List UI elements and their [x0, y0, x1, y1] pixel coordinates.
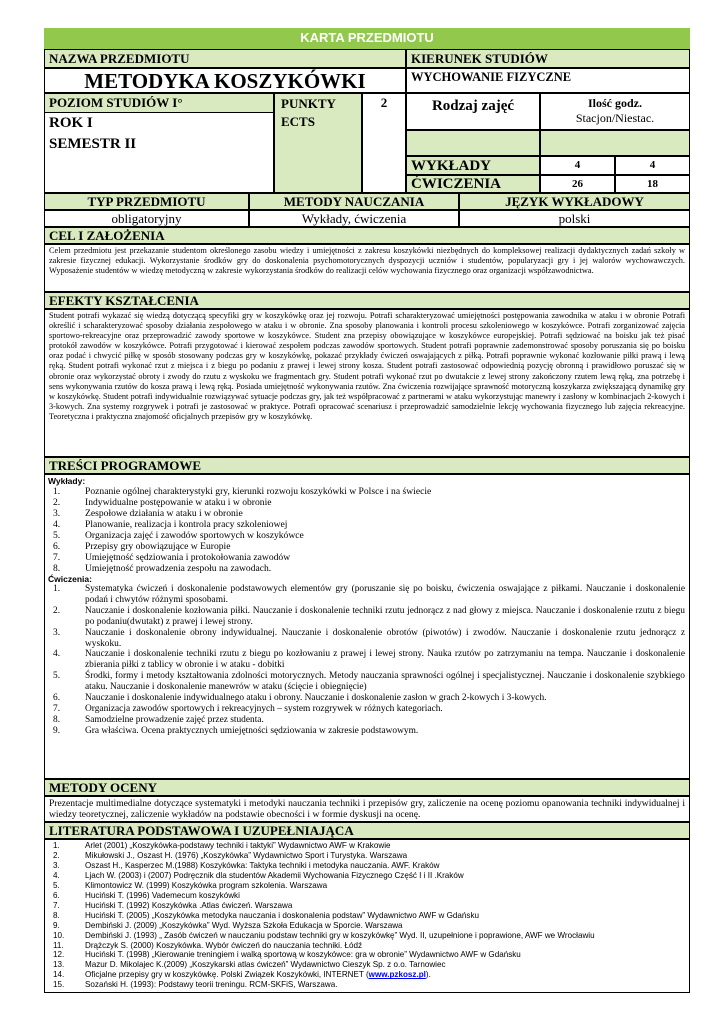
lectures-stac: 4	[540, 156, 615, 175]
list-item: 5. Środki, formy i metody kształtowania zdolności motorycznych. Metody nauczania sprawności ogólnej i specjalistycznej. Nauczanie i doskonalenie szybkiego ataku. Nauczanie i doskonalenie manewrów w ataku (ścięcie i obiegnięcie)	[53, 671, 685, 693]
empty-cell	[540, 130, 690, 156]
list-item: 14. Oficjalne przepisy gry w koszykówkę. Polski Związek Koszykówki, INTERNET (www.pzkosz.pl).	[53, 970, 431, 980]
field-of-study-value: WYCHOWANIE FIZYCZNE	[406, 68, 690, 93]
list-item: 3. Nauczanie i doskonalenie obrony indywidualnej. Nauczanie i doskonalenie obrotów (piwotów) i zwodów. Nauczanie i doskonalenie rzutu jednorącz z wyskoku.	[53, 627, 685, 649]
list-item: 7. Huciński T. (1992) Koszykówka .Atlas ćwiczeń. Warszawa	[53, 900, 293, 910]
subject-type-label: TYP PRZEDMIOTU	[44, 193, 249, 210]
subject-name-value: METODYKA KOSZYKÓWKI	[44, 68, 406, 93]
list-item: 5. Organizacja zajęć i zawodów sportowych w koszykówce	[53, 530, 304, 541]
list-item: 7. Umiejętność sędziowania i protokołowania zawodów	[53, 552, 291, 563]
list-item: 15. Sozański H. (1993): Podstawy teorii treningu. RCM-SKFiS, Warszawa.	[53, 980, 338, 990]
methods-value: Wykłady, ćwiczenia	[249, 210, 459, 227]
list-item: 3. Zespołowe działania w ataku i w obronie	[53, 508, 243, 519]
list-item: 2. Mikułowski J., Oszast H. (1976) „Koszykówka” Wydawnictwo Sport i Turystyka. Warszawa	[53, 850, 408, 860]
pzkosz-link[interactable]: www.pzkosz.pl	[368, 970, 426, 980]
exercises-list	[45, 584, 689, 737]
literature-list	[45, 841, 689, 990]
empty-cell	[406, 130, 540, 156]
list-item: 4. Planowanie, realizacja i kontrola pracy szkoleniowej	[53, 519, 288, 530]
program-content	[44, 474, 690, 779]
list-item: 8. Samodzielne prowadzenie zajęć przez studenta.	[53, 714, 264, 725]
subject-type-value: obligatoryjny	[44, 210, 249, 227]
list-item: 2. Indywidualne postępowanie w ataku i w obronie	[53, 497, 272, 508]
goals-title: CEL I ZAŁOŻENIA	[44, 227, 690, 244]
hours-header	[540, 93, 690, 130]
level-block	[44, 93, 274, 193]
list-item: 6. Huciński T. (1996) Vademecum koszykówki	[53, 890, 240, 900]
list-item: 6. Przepisy gry obowiązujące w Europie	[53, 541, 231, 552]
level-label: POZIOM STUDIÓW I°	[45, 94, 273, 113]
lectures-label: WYKŁADY	[406, 156, 540, 175]
literature-content	[44, 839, 690, 993]
list-item: 4. Nauczanie i doskonalenie techniki rzutu z biegu po kozłowaniu z prawej i lewej strony. Nauka rzutów po zatrzymaniu na tempa. Nauczanie i doskonalenie zbierania piłki z tablicy w obronie i w ataku - dobitki	[53, 649, 685, 671]
list-item: 4. Ljach W. (2003) i (2007) Podręcznik dla studentów Akademii Wychowania Fizycznego Część I i II .Kraków	[53, 870, 464, 880]
list-item: 11. Drążczyk S. (2000) Koszykówka. Wybór ćwiczeń do nauczania techniki. Łódź	[53, 940, 363, 950]
exercises-subheading: Ćwiczenia:	[48, 574, 92, 584]
ects-value: 2	[362, 93, 406, 193]
list-item: 12. Huciński T. (1998) „Kierowanie treningiem i walką sportową w koszykówce: gra w obronie” Wydawnictwo AWF w Gdańsku	[53, 950, 521, 960]
program-title: TREŚCI PROGRAMOWE	[44, 457, 690, 474]
list-item: 8. Umiejętność prowadzenia zespołu na zawodach.	[53, 563, 272, 574]
list-item: 1. Arlet (2001) „Koszykówka-podstawy techniki i taktyki” Wydawnictwo AWF w Krakowie	[53, 841, 391, 850]
list-item: 7. Organizacja zawodów sportowych i rekreacyjnych – system rozgrywek w różnych kategoriach.	[53, 703, 443, 714]
language-label: JĘZYK WYKŁADOWY	[459, 193, 690, 210]
field-of-study-label: KIERUNEK STUDIÓW	[406, 49, 690, 68]
goals-text: Celem przedmiotu jest przekazanie studentom określonego zasobu wiedzy i umiejętności z zakresu koszykówki niezbędnych do kompleksowej realizacji dydaktycznych zadań szkoły w zakresie fizycznej edukacji. Wykorzystanie środków gry do doskonalenia psychomotorycznych dyspozycji uczniów i studentów, popularyzacji gry i jej walorów wychowawczych. Wyposażenie studentów w wiedzę metodyczną w zakresie wykorzystania środków do realizacji celów wychowania fizycznego oraz organizacji współzawodnictwa.	[44, 244, 690, 292]
language-value: polski	[459, 210, 690, 227]
exercises-label: ĆWICZENIA	[406, 175, 540, 193]
methods-label: METODY NAUCZANIA	[249, 193, 459, 210]
list-item: 9. Dembiński J. (2009) „Koszykówka” Wyd. Wyższa Szkoła Edukacja w Sporcie. Warszawa	[53, 920, 403, 930]
card-title: KARTA PRZEDMIOTU	[44, 28, 690, 49]
list-item: 3. Oszast H., Kasperzec M.(1988) Koszykówka: Taktyka techniki i metodyka nauczania. AWF. Kraków	[53, 860, 440, 870]
list-item: 1. Systematyka ćwiczeń i doskonalenie podstawowych elementów gry (poruszanie się po boisku, ćwiczenia oswajające z piłkami. Nauczanie i doskonalenie podań i chwytów różnymi sposobami.	[53, 584, 685, 605]
hours-label: Ilość godz.	[588, 96, 642, 110]
assessment-title: METODY OCENY	[44, 779, 690, 796]
list-item: 5. Klimontowicz W. (1999) Koszykówka program szkolenia. Warszawa	[53, 880, 328, 890]
list-item: 6. Nauczanie i doskonalenie indywidualnego ataku i obrony. Nauczanie i doskonalenie zasłon w grach 2-kowych i 3-kowych.	[53, 693, 547, 704]
list-item: 9. Gra właściwa. Ocena praktycznych umiejętności sędziowania w zakresie podstawowym.	[53, 725, 419, 736]
year-label: ROK I	[49, 115, 93, 131]
list-item: 2. Nauczanie i doskonalenie kozłowania piłki. Nauczanie i doskonalenie techniki rzutu jednorącz z nad głowy z miejsca. Nauczanie i doskonalenie rzutu z biegu po podaniu(dwutakt) z prawej i lewej strony.	[53, 605, 685, 627]
list-item: 10. Dembiński J. (1993) „ Zasób ćwiczeń w nauczaniu podstaw techniki gry w koszykówkę” Wyd. II, uzupełnione i poprawione, AWF we Wrocławiu	[53, 930, 595, 940]
mode-label: Stacjon/Niestac.	[575, 111, 655, 125]
exercises-stac: 26	[540, 175, 615, 193]
list-item: 1. Poznanie ogólnej charakterystyki gry, kierunki rozwoju koszykówki w Polsce i na świecie	[53, 486, 432, 497]
list-item: 8. Huciński T. (2005) „Koszykówka metodyka nauczania i doskonalenia podstaw” Wydawnictwo AWF w Gdańsku	[53, 910, 479, 920]
semester-label: SEMESTR II	[49, 136, 137, 152]
assessment-text: Prezentacje multimedialne dotyczące systematyki i metodyki nauczania techniki i przepisów gry, zaliczenie na ocenę poziomu opanowania techniki indywidualnej i wiedzy teoretycznej, zaliczenie wykładów na podstawie obecności i w formie dyskusji na ocenę.	[44, 796, 690, 822]
outcomes-text: Student potrafi wykazać się wiedzą dotyczącą specyfiki gry w koszykówkę oraz jej rozwoju. Potrafi scharakteryzować umiejętności postępowania zawodnika w ataku i w obronie Potrafi określić i scharakteryzować sposoby działania zespołowego w ataku i w obronie. Zna sposoby planowania i kontroli procesu szkoleniowego w koszykówce. Potrafi zorganizować zajęcia sportowo-rekreacyjne oraz przeprowadzić zawody sportowe w koszykówce. Student zna przepisy obowiązujące w koszykówce europejskiej. Potrafi sędziować na boisku jak też pisać protokół zawodów w koszykówce. Potrafi przygotować i kierować zespołem podczas zawodów sportowych. Student potrafi poprawnie zademonstrować sposoby poruszania się po boisku oraz podać i chwycić piłkę w sposób stosowany podczas gry w koszykówkę, pokazać przykłady ćwiczeń oswajających z piłką. Potrafi poprawnie wykonać kozłowanie piłki prawą i lewą ręką. Student potrafi wykonać rzut z miejsca i z biegu po podaniu z prawej i lewej strony kosza. Student potrafi zastosować odpowiednią pozycję obronną i prawidłowo poruszać się w obronie oraz wykorzystać obroty i zwody do rzutu z wyskoku we fragmentach gry. Student potrafi wykonać rzut po dwutakcie z lewej strony zakończony rzutem lewą ręką, zna potrzebę i sens wykonywania rzutów do kosza prawą i lewą ręką. Posiada umiejętność wykonywania rzutów. Zna ćwiczenia rozwijające sprawność motoryczną koszykarza zwiększającą dynamikę gry w koszykówkę. Student potrafi indywidualnie rozwiązywać sytuacje podczas gry, jak też współpracować z partnerami w ataku wykorzystując manewry i zasłony w kombinacjach 2-kowych i 3-kowych. Zna systemy rozgrywek i potrafi je zastosować w praktyce. Potrafi opracować scenariusz i przeprowadzić samodzielnie lekcję wychowania fizycznego lub zajęcia rekreacyjne. Teoretyczna i praktyczna znajomość oficjalnych przepisów gry w koszykówkę.	[44, 309, 690, 457]
list-item: 13. Mazur D. Mikolajec K.(2009) „Koszykarski atlas ćwiczeń” Wydawnictwo Cieszyk Sp. z o.o. Tarnowiec	[53, 960, 446, 970]
literature-title: LITERATURA PODSTAWOWA I UZUPEŁNIAJĄCA	[44, 822, 690, 839]
lectures-niestac: 4	[615, 156, 690, 175]
outcomes-title: EFEKTY KSZTAŁCENIA	[44, 292, 690, 309]
subject-name-label: NAZWA PRZEDMIOTU	[44, 49, 406, 68]
lectures-subheading: Wykłady:	[48, 476, 86, 486]
class-type-label: Rodzaj zajęć	[406, 93, 540, 130]
ects-label: PUNKTY ECTS	[274, 93, 362, 193]
lectures-list	[45, 486, 689, 574]
exercises-niestac: 18	[615, 175, 690, 193]
